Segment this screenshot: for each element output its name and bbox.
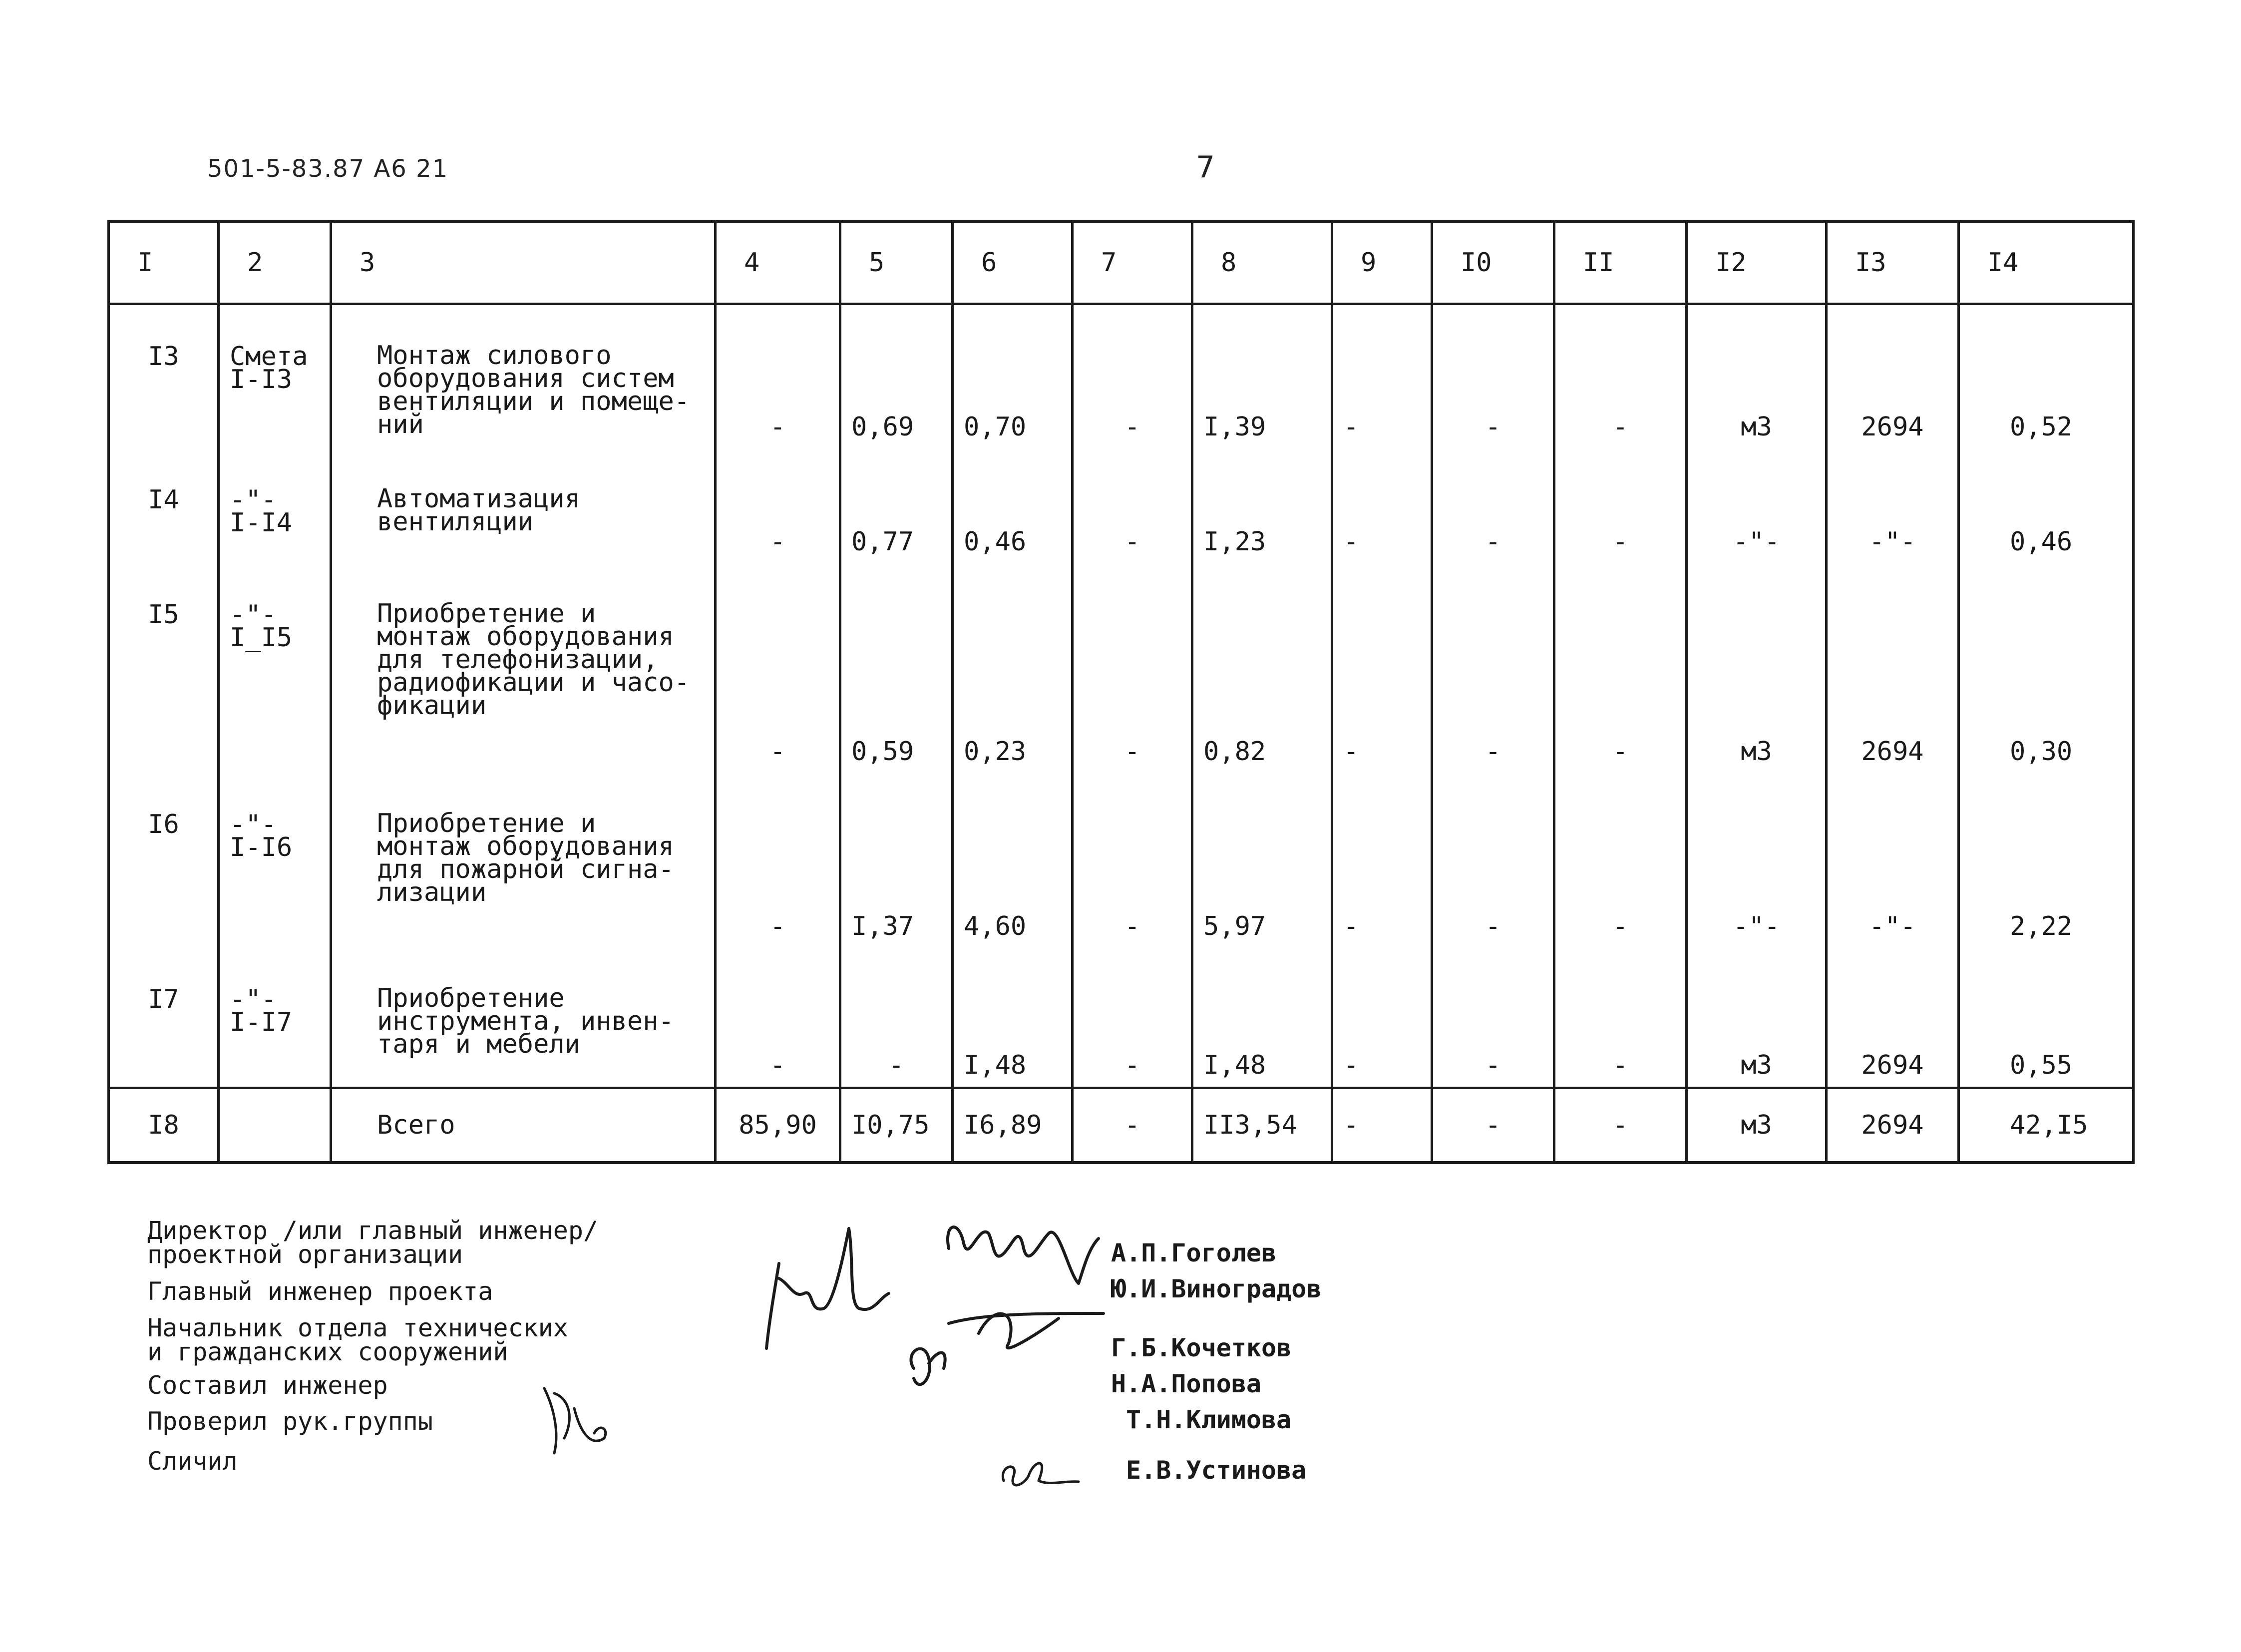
column-header: 7 — [1073, 221, 1192, 304]
row-description: Автоматизация вентиляции — [331, 448, 716, 563]
cell: - — [1554, 773, 1687, 948]
cell: 0,82 — [1192, 563, 1332, 773]
cell: - — [1073, 773, 1192, 948]
column-header: II — [1554, 221, 1687, 304]
row-number: I6 — [109, 773, 219, 948]
cell: 2694 — [1827, 563, 1959, 773]
cell: - — [1332, 773, 1432, 948]
document-code: 501-5-83.87 А6 21 — [207, 155, 449, 183]
cell: - — [1332, 1088, 1432, 1163]
cell: 0,55 — [1959, 948, 2134, 1088]
signatory-name: А.П.Гоголев — [1111, 1239, 1277, 1267]
row-description: Приобретение и монтаж оборудования для телефонизации, радиофикации и часо- фикации — [331, 563, 716, 773]
column-header: I0 — [1432, 221, 1554, 304]
cell: - — [1432, 563, 1554, 773]
cell: I,39 — [1192, 304, 1332, 448]
cell: - — [1073, 304, 1192, 448]
cell: 5,97 — [1192, 773, 1332, 948]
cell: I,23 — [1192, 448, 1332, 563]
cell: - — [1332, 563, 1432, 773]
column-header: 8 — [1192, 221, 1332, 304]
table-header-row — [109, 221, 2134, 304]
table-row — [109, 948, 2134, 1088]
cell: 0,30 — [1959, 563, 2134, 773]
estimate-table — [107, 220, 2135, 1164]
cell: - — [1332, 448, 1432, 563]
cell: 2,22 — [1959, 773, 2134, 948]
row-reference: Смета I-I3 — [219, 304, 331, 448]
table-row — [109, 304, 2134, 448]
cell: I,37 — [840, 773, 953, 948]
cell: - — [1073, 563, 1192, 773]
cell: - — [1554, 448, 1687, 563]
cell: - — [1432, 304, 1554, 448]
table-row — [109, 563, 2134, 773]
cell: м3 — [1687, 948, 1827, 1088]
cell: -"- — [1827, 448, 1959, 563]
cell: м3 — [1687, 1088, 1827, 1163]
cell: - — [1073, 448, 1192, 563]
cell: 2694 — [1827, 304, 1959, 448]
cell: 0,59 — [840, 563, 953, 773]
cell: 0,77 — [840, 448, 953, 563]
row-number: I7 — [109, 948, 219, 1088]
cell: 2694 — [1827, 948, 1959, 1088]
cell: 0,46 — [1959, 448, 2134, 563]
cell: м3 — [1687, 304, 1827, 448]
cell: -"- — [1687, 773, 1827, 948]
row-description: Монтаж силового оборудования систем вентиляции и помеще- ний — [331, 304, 716, 448]
cell: 4,60 — [953, 773, 1073, 948]
cell: 0,52 — [1959, 304, 2134, 448]
table-row — [109, 773, 2134, 948]
cell: - — [1554, 563, 1687, 773]
cell: - — [840, 948, 953, 1088]
cell: м3 — [1687, 563, 1827, 773]
cell: 2694 — [1827, 1088, 1959, 1163]
cell: - — [1073, 948, 1192, 1088]
row-number: I3 — [109, 304, 219, 448]
signatory-name: Н.А.Попова — [1111, 1369, 1262, 1398]
cell: 0,70 — [953, 304, 1073, 448]
row-description: Приобретение инструмента, инвен- таря и мебели — [331, 948, 716, 1088]
cell: I6,89 — [953, 1088, 1073, 1163]
row-reference: -"- I-I7 — [219, 948, 331, 1088]
cell: II3,54 — [1192, 1088, 1332, 1163]
signatory-name: Т.Н.Климова — [1126, 1405, 1292, 1434]
role-verifier: Сличил — [147, 1447, 238, 1476]
cell: - — [1073, 1088, 1192, 1163]
column-header: 6 — [953, 221, 1073, 304]
cell: - — [716, 773, 840, 948]
cell: I0,75 — [840, 1088, 953, 1163]
role-department-head: Начальник отдела технических и гражданских сооружений — [147, 1313, 568, 1366]
cell: I,48 — [953, 948, 1073, 1088]
signatory-name: Ю.И.Виноградов — [1111, 1274, 1322, 1303]
row-number: I4 — [109, 448, 219, 563]
cell: - — [716, 563, 840, 773]
cell: - — [1554, 1088, 1687, 1163]
total-label: Всего — [331, 1088, 716, 1163]
signatory-name: Е.В.Устинова — [1126, 1456, 1307, 1485]
cell: - — [1332, 948, 1432, 1088]
cell: - — [716, 304, 840, 448]
handwritten-signature-verifier — [994, 1446, 1084, 1501]
row-number: I8 — [109, 1088, 219, 1163]
column-header: I3 — [1827, 221, 1959, 304]
cell: - — [1554, 304, 1687, 448]
column-header: 4 — [716, 221, 840, 304]
row-number: I5 — [109, 563, 219, 773]
row-reference: -"- I_I5 — [219, 563, 331, 773]
cell: -"- — [1687, 448, 1827, 563]
cell: 42,I5 — [1959, 1088, 2134, 1163]
row-reference — [219, 1088, 331, 1163]
cell: I,48 — [1192, 948, 1332, 1088]
column-header: 9 — [1332, 221, 1432, 304]
total-row — [109, 1088, 2134, 1163]
column-header: I — [109, 221, 219, 304]
cell: - — [1432, 948, 1554, 1088]
row-reference: -"- I-I6 — [219, 773, 331, 948]
role-director: Директор /или главный инженер/ проектной организации — [147, 1216, 599, 1269]
cell: - — [1432, 773, 1554, 948]
column-header: 3 — [331, 221, 716, 304]
cell: 0,23 — [953, 563, 1073, 773]
role-checker: Проверил рук.группы — [147, 1407, 433, 1436]
cell: -"- — [1827, 773, 1959, 948]
signatory-name: Г.Б.Кочетков — [1111, 1333, 1292, 1362]
cell: - — [1332, 304, 1432, 448]
cell: - — [1432, 1088, 1554, 1163]
column-header: I2 — [1687, 221, 1827, 304]
cell: - — [716, 448, 840, 563]
cell: - — [1554, 948, 1687, 1088]
handwritten-signature-checker — [539, 1378, 614, 1463]
cell: 85,90 — [716, 1088, 840, 1163]
cell: - — [716, 948, 840, 1088]
table-row — [109, 448, 2134, 563]
row-description: Приобретение и монтаж оборудования для пожарной сигна- лизации — [331, 773, 716, 948]
cell: - — [1432, 448, 1554, 563]
row-reference: -"- I-I4 — [219, 448, 331, 563]
handwritten-signatures — [759, 1214, 1109, 1413]
column-header: I4 — [1959, 221, 2134, 304]
cell: 0,69 — [840, 304, 953, 448]
column-header: 5 — [840, 221, 953, 304]
cell: 0,46 — [953, 448, 1073, 563]
page-number: 7 — [1196, 150, 1216, 185]
column-header: 2 — [219, 221, 331, 304]
role-chief-engineer: Главный инженер проекта — [147, 1277, 493, 1306]
role-compiler: Составил инженер — [147, 1371, 388, 1400]
